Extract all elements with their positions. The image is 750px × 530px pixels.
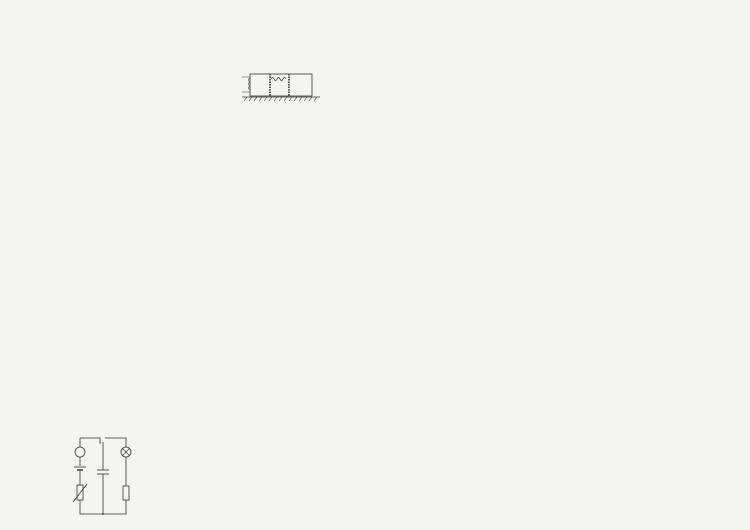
cylinder-figure bbox=[242, 72, 322, 102]
left-page bbox=[0, 0, 372, 530]
circuit-diagram bbox=[70, 430, 140, 515]
